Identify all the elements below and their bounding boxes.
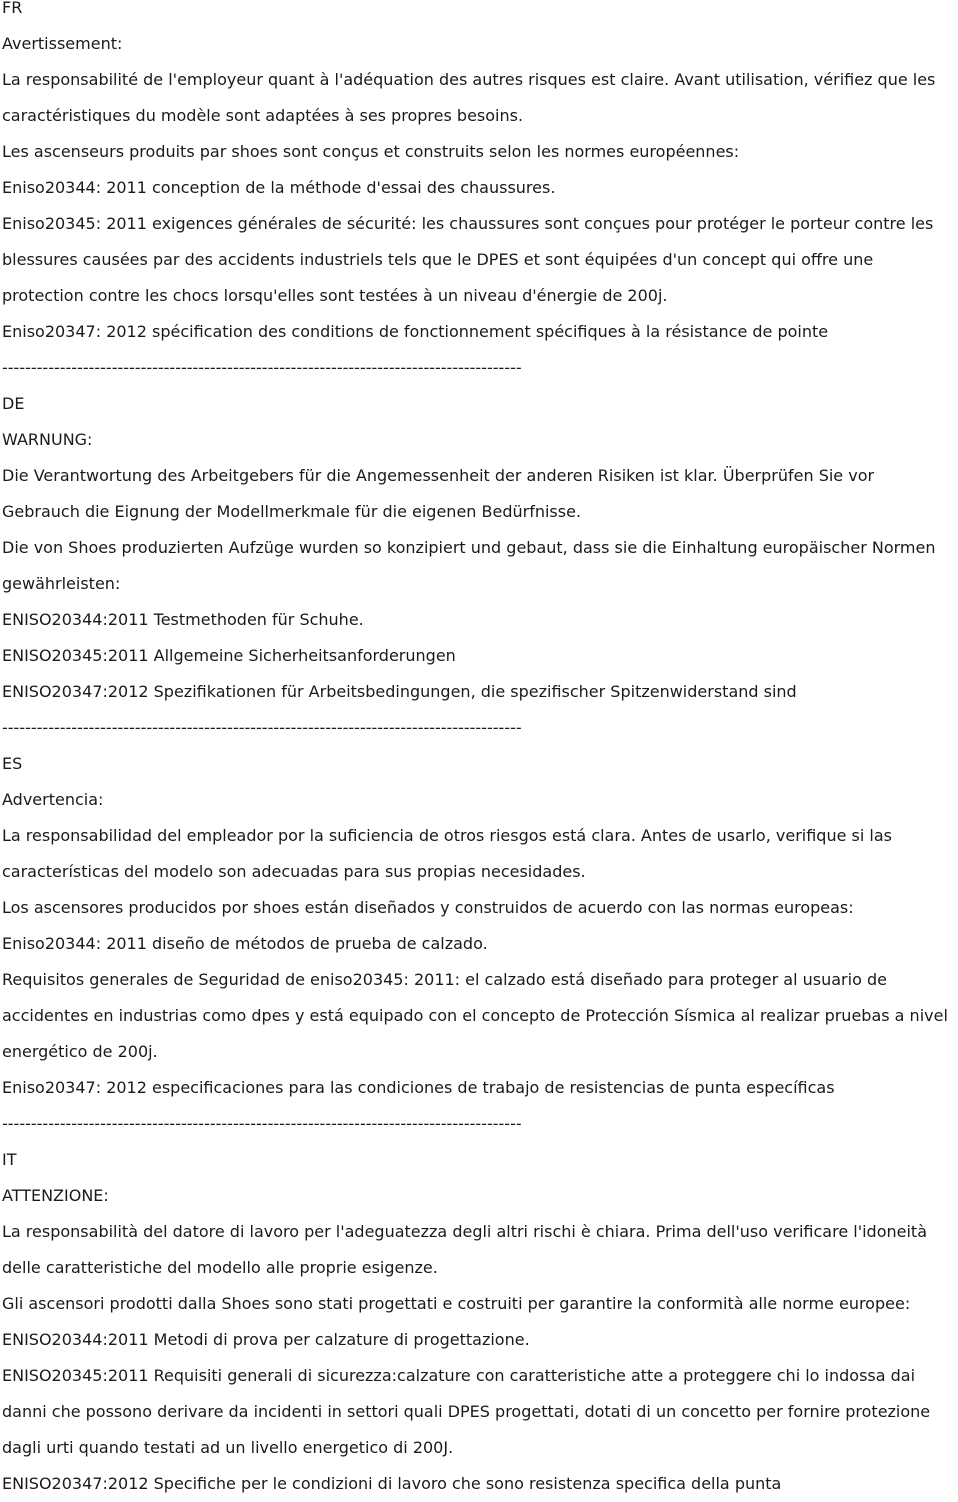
warning-heading: ATTENZIONE:: [2, 1186, 109, 1205]
paragraph-standard-20344: Eniso20344: 2011 conception de la méthode d'essai des chaussures.: [2, 178, 556, 197]
paragraph-standard-20347: ENISO20347:2012 Spezifikationen für Arbeitsbedingungen, die spezifischer Spitzenwiderstand sind: [2, 682, 797, 701]
paragraph-standard-20347: Eniso20347: 2012 especificaciones para las condiciones de trabajo de resistencias de punta específicas: [2, 1078, 835, 1097]
language-code: FR: [2, 0, 23, 17]
paragraph-responsibility: La responsabilidad del empleador por la suficiencia de otros riesgos está clara. Antes de usarlo, verifique si las características del modelo son adecuadas para sus propias necesidades.: [2, 826, 892, 881]
warning-heading: Advertencia:: [2, 790, 104, 809]
paragraph-responsibility: La responsabilité de l'employeur quant à l'adéquation des autres risques est claire. Avant utilisation, vérifiez que les caractéristiques du modèle sont adaptées à ses propres besoins.: [2, 70, 936, 125]
warning-heading: Avertissement:: [2, 34, 123, 53]
section-fr: [2, 0, 956, 350]
section-it: [2, 1142, 956, 1502]
language-code: ES: [2, 754, 23, 773]
document: [2, 0, 956, 1502]
paragraph-standard-20345: Eniso20345: 2011 exigences générales de sécurité: les chaussures sont conçues pour protéger le porteur contre les blessures causées par des accidents industriels tels que le DPES et sont équipées d'un concept qui offre une protection contre les chocs lorsqu'elles sont testées à un niveau d'énergie de 200j.: [2, 214, 934, 305]
paragraph-responsibility: La responsabilità del datore di lavoro per l'adeguatezza degli altri rischi è chiara. Prima dell'uso verificare l'idoneità delle caratteristiche del modello alle proprie esigenze.: [2, 1222, 928, 1277]
section-divider: ------------------------------------------------------------------------------------------: [2, 1114, 522, 1133]
paragraph-standard-20344: ENISO20344:2011 Metodi di prova per calzature di progettazione.: [2, 1330, 530, 1349]
paragraph-standard-20347: Eniso20347: 2012 spécification des conditions de fonctionnement spécifiques à la résistance de pointe: [2, 322, 829, 341]
paragraph-standard-20344: Eniso20344: 2011 diseño de métodos de prueba de calzado.: [2, 934, 488, 953]
paragraph-standards-intro: Die von Shoes produzierten Aufzüge wurden so konzipiert und gebaut, dass sie die Einhaltung europäischer Normen gewährleisten:: [2, 538, 936, 593]
language-code: DE: [2, 394, 25, 413]
paragraph-standards-intro: Gli ascensori prodotti dalla Shoes sono stati progettati e costruiti per garantire la conformità alle norme europee:: [2, 1294, 911, 1313]
paragraph-standard-20345: ENISO20345:2011 Allgemeine Sicherheitsanforderungen: [2, 646, 456, 665]
paragraph-standard-20345: Requisitos generales de Seguridad de eniso20345: 2011: el calzado está diseñado para proteger al usuario de accidentes en industrias como dpes y está equipado con el concepto de Protección Sísmica al realizar pruebas a nivel energético de 200j.: [2, 970, 948, 1061]
paragraph-standards-intro: Les ascenseurs produits par shoes sont conçus et construits selon les normes européennes:: [2, 142, 740, 161]
section-divider: ------------------------------------------------------------------------------------------: [2, 718, 522, 737]
paragraph-standard-20347: ENISO20347:2012 Specifiche per le condizioni di lavoro che sono resistenza specifica della punta: [2, 1474, 782, 1493]
language-code: IT: [2, 1150, 17, 1169]
paragraph-standard-20345: ENISO20345:2011 Requisiti generali di sicurezza:calzature con caratteristiche atte a proteggere chi lo indossa dai danni che possono derivare da incidenti in settori quali DPES progettati, dotati di un concetto per fornire protezione dagli urti quando testati ad un livello energetico di 200J.: [2, 1366, 931, 1457]
warning-heading: WARNUNG:: [2, 430, 93, 449]
section-es: [2, 746, 956, 1106]
paragraph-standard-20344: ENISO20344:2011 Testmethoden für Schuhe.: [2, 610, 364, 629]
section-de: [2, 386, 956, 710]
paragraph-standards-intro: Los ascensores producidos por shoes están diseñados y construidos de acuerdo con las normas europeas:: [2, 898, 854, 917]
paragraph-responsibility: Die Verantwortung des Arbeitgebers für die Angemessenheit der anderen Risiken ist klar. Überprüfen Sie vor Gebrauch die Eignung der Modellmerkmale für die eigenen Bedürfnisse.: [2, 466, 875, 521]
section-divider: ------------------------------------------------------------------------------------------: [2, 358, 522, 377]
